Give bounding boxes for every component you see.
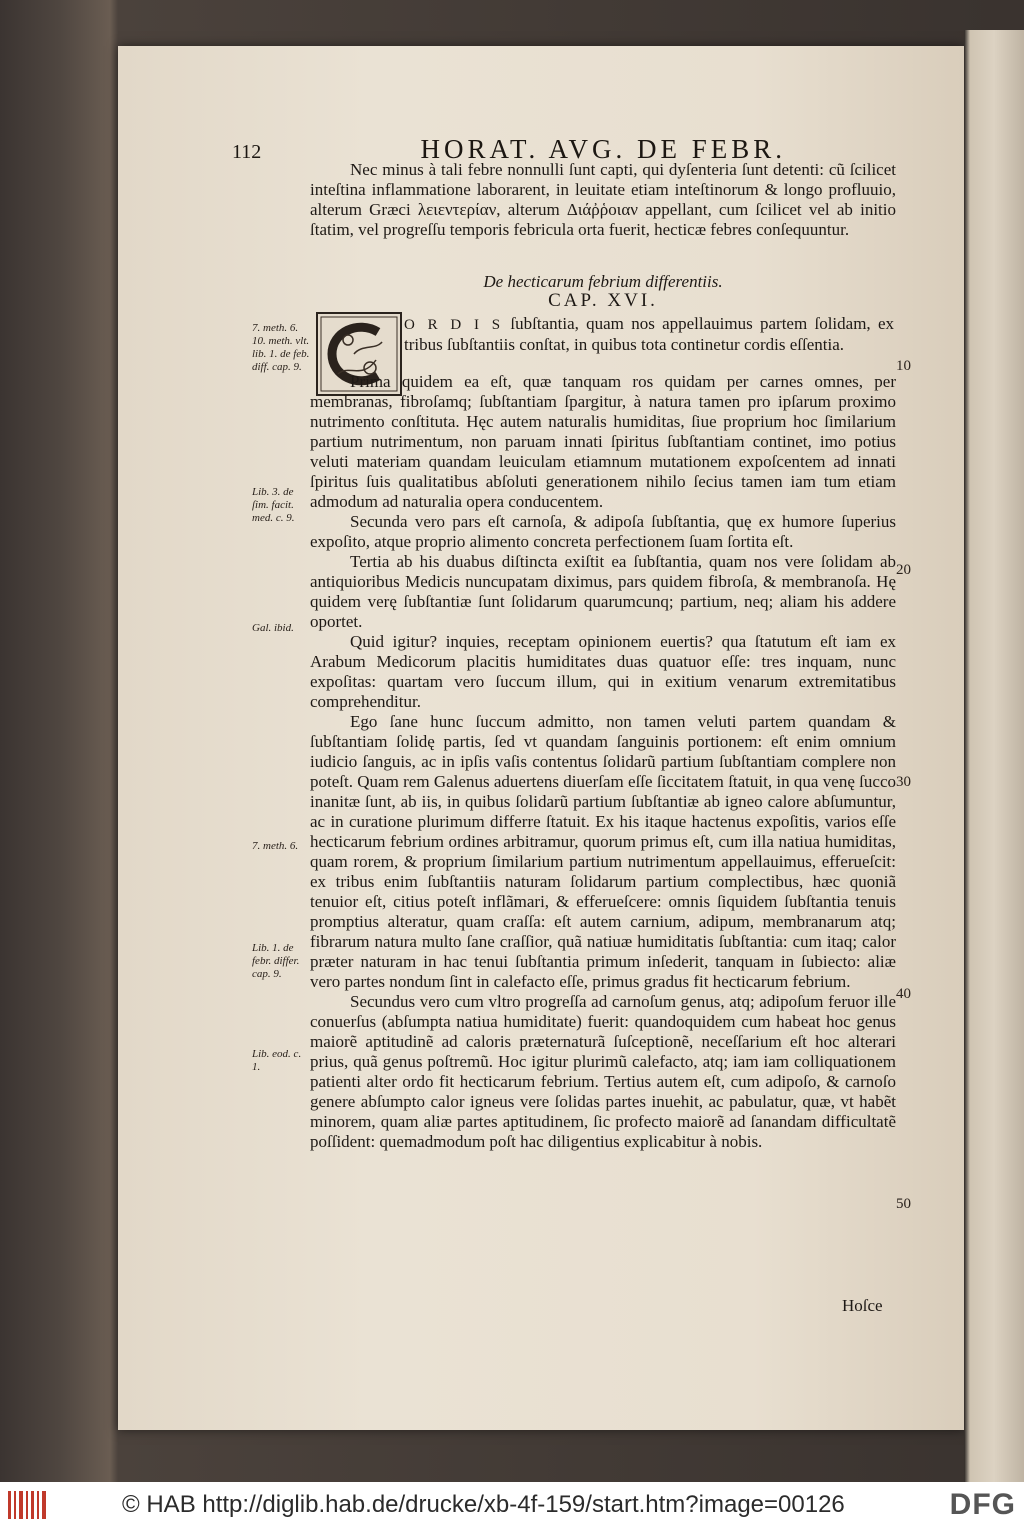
line-number: 50 — [896, 1196, 911, 1212]
page-number: 112 — [232, 141, 262, 163]
chapter-label: CAP. XVI. — [548, 290, 658, 311]
margin-note: 7. meth. 6. 10. meth. vlt. lib. 1. de feb. diff. cap. 9. — [252, 322, 310, 373]
line-number: 20 — [896, 562, 911, 578]
margin-note: Lib. eod. c. 1. — [252, 1048, 302, 1073]
line-number: 40 — [896, 986, 911, 1002]
paragraph-2: Secunda vero pars eſt carnoſa, & adipoſa ſubſtantia, quę ex humore ſuperius expoſito, atque proprio alimento concreta perfectionem ſuam ſortita eſt. — [310, 512, 896, 551]
dfg-logo: DFG — [949, 1488, 1016, 1521]
opening-paragraph: Nec minus à tali febre nonnulli ſunt capti, qui dyſenteria ſunt detenti: cũ ſcilicet inteſtina inflammatione laborarent, in leuitate etiam inteſtinorum & longo profluuio, alterum Græci λειεντερίαν, alterum Διάῤῥοιαν appellant, cum ſcilicet vel ab initio ſtatim, vel progreſſu temporis febricula orta fuerit, hecticæ febres conſequuntur. — [310, 160, 896, 239]
line-number: 10 — [896, 358, 911, 374]
chapter-first-word: O R D I S — [404, 317, 504, 333]
chapter-opening — [404, 314, 894, 355]
margin-note: Gal. ibid. — [252, 622, 294, 634]
margin-note: 7. meth. 6. — [252, 840, 299, 852]
margin-note: Lib. 1. de febr. differ. cap. 9. — [252, 942, 300, 980]
chapter-body — [310, 372, 896, 1152]
hab-logo-icon — [6, 1487, 50, 1523]
chapter-first-lines: ſubſtantia, quam nos appellauimus partem ſolidam, ex tribus ſubſtantiis conſtat, in quibus tota continetur cordis eſſentia. — [404, 314, 894, 354]
catchword: Hoſce — [842, 1296, 883, 1315]
margin-note: Lib. 3. de ſim. facit. med. c. 9. — [252, 486, 295, 524]
paragraph-4: Quid igitur? inquies, receptam opinionem euertis? qua ſtatutum eſt iam ex Arabum Medicorum placitis humiditates duas quatuor eſſe: tres inquam, nunc expoſitas: quartam vero ſuccum illum, qui in exitium venarum extremitatibus comprehenditur. — [310, 632, 896, 711]
line-number: 30 — [896, 774, 911, 790]
paragraph-6: Secundus vero cum vltro progreſſa ad carnoſum genus, atq; adipoſum feruor ille conuerſus (abſumpta natiua humiditate) fuerit: quandoquidem cum habeat hoc genus maiorẽ aptitudinẽ ad caloris præternaturã ſuſceptionẽ, neceſſarium eſt hoc alterari prius, quã genus poſtremũ. Hoc igitur plurimũ calefacto, atq; iam iam colliquationem patienti alter ordo fit hecticarum febrium. Tertius autem eſt, cum adipoſo, & carnoſo genere abſumpto calor igneus vere ſolidas partes inuehit, ac pabulatur, quæ, vt habẽt minorem, quam aliæ partes aptitudinem, ſic profecto maiorẽ ad ſanandam difficultatẽ poſſident: quemadmodum poſt hac diligentius explicabitur à nobis. — [310, 992, 896, 1151]
copyright-link[interactable]: © HAB http://diglib.hab.de/drucke/xb-4f-159/start.htm?image=00126 — [122, 1490, 845, 1518]
paragraph-5: Ego ſane hunc ſuccum admitto, non tamen veluti partem quandam & ſubſtantiam ſolidę partis, ſed vt quandam ſanguinis portionem: eſt enim omnium iudicio ſanguis, ac in ipſis vaſis contentus ſolidarũ partium ſubſtantiam complere non poteſt. Quam rem Galenus aduertens diuerſam eſſe ſiccitatem ſtatuit, in qua venę ſucco inanitæ ſunt, ab iis, in quibus ſolidarũ partium ſubſtantiæ ab igneo calore abſumuntur, ac in curatione plurimum differre ſtatuit. Ex his itaque hactenus expoſitis, varios eſſe hecticarum febrium ordines arbitramur, quorum primus eſt, cum illa natiua humiditas, quam rorem, & proprium ſimilarium partium nutrimentum appellauimus, efferueſcit: ex tribus enim ſubſtantiis naturam ſolidarum partium complectibus, hæc quoniã tenuior eſt, citius poteſt inflãmari, & efferueſcere: omnis ſiquidem ſubſtantia tenuis promptius alteratur, quam craſſa: eſt autem carnium, adipum, membranarum atq; fibrarum natura multo ſane craſſior, quã natiuæ humiditatis ſubſtantia: cum itaq; calor præter naturam in hac tenui ſubſtantia primum inſederit, tanquam in ſubiecto: aliæ vero partes nondum ſint in calefacto eſſe, primus gradus fit hecticarum febrium. — [310, 712, 896, 991]
paragraph-3: Tertia ab his duabus diſtincta exiſtit ea ſubſtantia, quam nos vere ſolidam ab antiquioribus Medicis nuncupatam diximus, pars quidem fibroſa, & membranoſa. Hę quidem verę ſubſtantiæ ſunt ſolidarum quarumcunq; partium, neq; aliam his addere oportet. — [310, 552, 896, 631]
paragraph-1: Prima quidem ea eſt, quæ tanquam ros quidam per carnes omnes, per membranas, fibroſamq; ſubſtantiam ſpargitur, à natura tamen pro ipſarum proximo nutrimento conſtituta. Hęc autem naturalis humiditas, ſiue proprium hoc ſimilarium partium nutrimentum, non paruam innati ſpiritus ſubſtantiam continet, imo potius veluti materiam quandam leuiculam etiamnum mutationem expoſcentem ad innati ſpiritus ſuis qualitatibus abſoluti generationem nihilo ſecius tamen iam tum etiam admodum ad naturalia opera conducentem. — [310, 372, 896, 511]
section-heading: De hecticarum febrium differentiis. — [483, 272, 723, 291]
running-title: HORAT. AVG. DE FEBR. — [420, 134, 786, 164]
next-page-edge — [964, 30, 1024, 1482]
viewer-footer — [0, 1482, 1024, 1527]
opening-text — [310, 160, 896, 240]
